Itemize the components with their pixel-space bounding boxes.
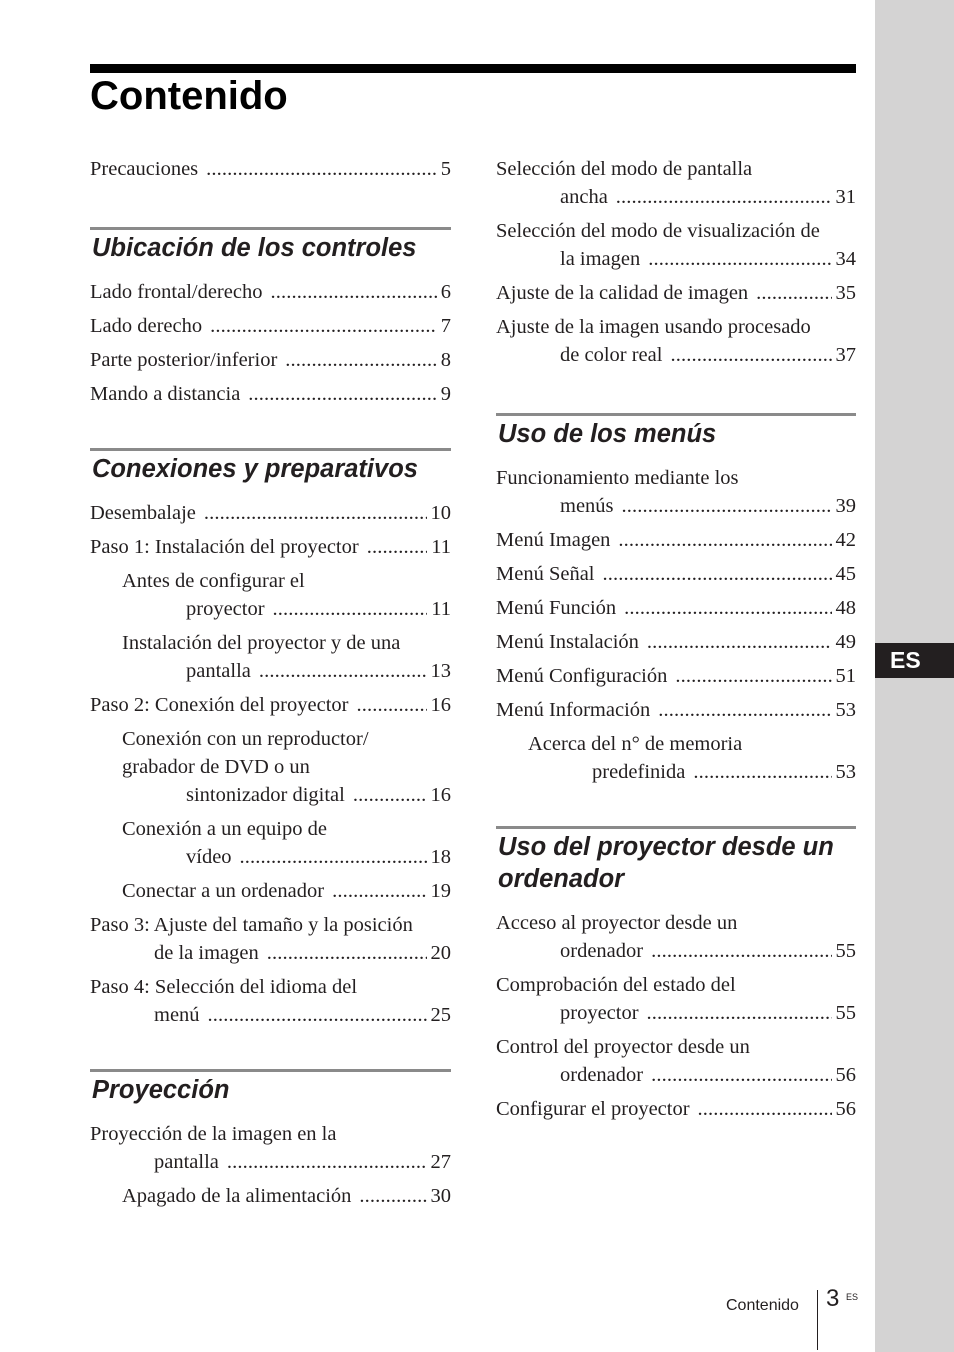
toc-entry-label: Precauciones (90, 158, 199, 180)
dot-leader (273, 595, 428, 623)
footer-divider (817, 1290, 818, 1350)
dot-leader (259, 657, 427, 685)
toc-entry-line (90, 499, 451, 527)
toc-page-number: 34 (835, 248, 856, 270)
toc-entry-label: pantalla (186, 660, 251, 682)
dot-leader (648, 245, 831, 273)
toc-entry-text: Acerca del n° de memoria (528, 733, 743, 755)
toc-entry[interactable] (90, 278, 451, 306)
toc-entry[interactable] (90, 691, 451, 719)
dot-leader (227, 1148, 427, 1176)
toc-entry[interactable] (496, 971, 856, 1027)
toc-entry-label: Menú Instalación (496, 631, 639, 653)
toc-page-number: 7 (440, 315, 451, 337)
toc-entry-label: menú (154, 1004, 200, 1026)
dot-leader (267, 939, 427, 967)
toc-entry-text: Paso 4: Selección del idioma del (90, 976, 358, 998)
toc-page-number: 42 (835, 529, 856, 551)
toc-entry[interactable] (496, 217, 856, 273)
toc-entry-label: Apagado de la alimentación (122, 1185, 352, 1207)
toc-entry-line (122, 843, 451, 871)
toc-entry-label: vídeo (186, 846, 232, 868)
toc-entry-label: proyector (186, 598, 265, 620)
toc-page-number: 49 (835, 631, 856, 653)
dot-leader (658, 696, 831, 724)
toc-entry[interactable] (90, 877, 451, 905)
toc-entry-label: de color real (560, 344, 663, 366)
toc-entry-line (122, 1182, 451, 1210)
toc-entry-label: Parte posterior/inferior (90, 349, 278, 371)
page-title: Contenido (90, 74, 288, 118)
toc-page-number: 55 (835, 940, 856, 962)
toc-entry-text: Selección del modo de visualización de (496, 220, 820, 242)
toc-entry[interactable] (496, 560, 856, 588)
toc-entry-label: Menú Información (496, 699, 651, 721)
footer-section-label: Contenido (726, 1297, 799, 1314)
toc-entry-line (90, 533, 451, 561)
toc-entry-line (90, 312, 451, 340)
section-heading-block (90, 227, 451, 264)
toc-entry[interactable] (496, 628, 856, 656)
toc-entry-text: Conexión a un equipo de (122, 818, 327, 840)
toc-page-number: 51 (835, 665, 856, 687)
toc-entry-label: de la imagen (154, 942, 259, 964)
toc-entry[interactable] (90, 346, 451, 374)
toc-entry-line (496, 560, 856, 588)
dot-leader (603, 560, 832, 588)
toc-entry-line (496, 999, 856, 1027)
toc-entry-line (496, 183, 856, 211)
section-heading: Proyección (92, 1076, 230, 1104)
toc-entry-label: ordenador (560, 940, 644, 962)
toc-page-number: 13 (430, 660, 451, 682)
toc-entry[interactable] (496, 1095, 856, 1123)
dot-leader (353, 781, 427, 809)
toc-page-number: 48 (835, 597, 856, 619)
toc-entry[interactable] (496, 662, 856, 690)
toc-entry-line (496, 1095, 856, 1123)
dot-leader (240, 843, 427, 871)
toc-entry[interactable] (496, 730, 856, 786)
toc-page-number: 9 (440, 383, 451, 405)
toc-entry[interactable] (90, 312, 451, 340)
toc-entry-label: proyector (560, 1002, 639, 1024)
dot-leader (208, 1001, 427, 1029)
toc-entry-label: Conectar a un ordenador (122, 880, 325, 902)
toc-entry[interactable] (90, 629, 451, 685)
toc-entry-line (496, 526, 856, 554)
toc-entry-text: Selección del modo de pantalla (496, 158, 753, 180)
dot-leader (670, 341, 831, 369)
section-heading: Uso de los menús (498, 420, 717, 448)
dot-leader (367, 533, 428, 561)
toc-entry[interactable] (90, 155, 451, 183)
toc-page-number: 27 (430, 1151, 451, 1173)
toc-page-number: 8 (440, 349, 451, 371)
toc-entry-label: Menú Función (496, 597, 617, 619)
section-heading-block (90, 448, 451, 485)
dot-leader (651, 1061, 831, 1089)
toc-entry-line (122, 877, 451, 905)
dot-leader (756, 279, 831, 307)
toc-entry-line (90, 1148, 451, 1176)
toc-entry-text: Control del proyector desde un (496, 1036, 750, 1058)
toc-entry-label: Lado derecho (90, 315, 203, 337)
language-tab-label: ES (890, 647, 921, 673)
toc-entry[interactable] (496, 155, 856, 211)
toc-entry[interactable] (90, 725, 451, 809)
toc-entry[interactable] (90, 499, 451, 527)
toc-page-number: 31 (835, 186, 856, 208)
section-heading: Uso del proyector desde un ordenador (498, 833, 834, 893)
toc-entry-label: Mando a distancia (90, 383, 241, 405)
toc-page-number: 30 (430, 1185, 451, 1207)
toc-entry-label: menús (560, 495, 614, 517)
toc-entry-line (90, 278, 451, 306)
toc-entry[interactable] (90, 1120, 451, 1176)
toc-page-number: 18 (430, 846, 451, 868)
toc-entry-line (496, 492, 856, 520)
toc-entry-line (122, 657, 451, 685)
toc-entry-line (90, 691, 451, 719)
toc-entry-text: Proyección de la imagen en la (90, 1123, 337, 1145)
toc-entry-label: pantalla (154, 1151, 219, 1173)
page-number: 3 (826, 1285, 840, 1312)
toc-page-number: 56 (835, 1064, 856, 1086)
dot-leader (270, 278, 436, 306)
toc-page-number: 16 (430, 784, 451, 806)
toc-entry-text: Ajuste de la imagen usando procesado (496, 316, 811, 338)
toc-entry-text: Conexión con un reproductor/ (122, 728, 369, 750)
toc-entry-line (90, 346, 451, 374)
section-heading-block (90, 1069, 451, 1106)
toc-page-number: 25 (430, 1004, 451, 1026)
toc-entry-label: Menú Configuración (496, 665, 668, 687)
toc-entry-label: ancha (560, 186, 608, 208)
toc-entry-line (90, 380, 451, 408)
toc-entry[interactable] (496, 313, 856, 369)
toc-entry-label: Desembalaje (90, 502, 196, 524)
toc-page-number: 55 (835, 1002, 856, 1024)
dot-leader (622, 492, 832, 520)
toc-entry-line (496, 245, 856, 273)
toc-entry-line (496, 341, 856, 369)
page-number-suffix: ES (846, 1292, 859, 1302)
dot-leader (647, 628, 832, 656)
toc-page-number: 11 (431, 536, 451, 558)
dot-leader (332, 877, 426, 905)
toc-entry[interactable] (496, 1033, 856, 1089)
dot-leader (675, 662, 831, 690)
toc-entry[interactable] (90, 380, 451, 408)
section-heading: Ubicación de los controles (92, 234, 417, 262)
toc-entry[interactable] (90, 1182, 451, 1210)
toc-entry-line (122, 781, 451, 809)
dot-leader (285, 346, 436, 374)
toc-entry-line (496, 662, 856, 690)
toc-entry-line (528, 758, 856, 786)
toc-page-number: 16 (430, 694, 451, 716)
toc-page-number: 53 (835, 761, 856, 783)
toc-page-number: 19 (430, 880, 451, 902)
dot-leader (693, 758, 831, 786)
dot-leader (618, 526, 831, 554)
toc-entry-label: ordenador (560, 1064, 644, 1086)
toc-page-number: 53 (835, 699, 856, 721)
toc-page-number: 5 (440, 158, 451, 180)
toc-entry-line (90, 939, 451, 967)
toc-entry-line (496, 937, 856, 965)
toc-entry[interactable] (90, 815, 451, 871)
toc-page-number: 45 (835, 563, 856, 585)
toc-page-number: 10 (430, 502, 451, 524)
toc-entry-text: Paso 3: Ajuste del tamaño y la posición (90, 914, 413, 936)
toc-entry-label: la imagen (560, 248, 641, 270)
dot-leader (616, 183, 832, 211)
toc-entry-line (496, 594, 856, 622)
toc-entry[interactable] (496, 909, 856, 965)
section-heading-block (496, 413, 856, 450)
toc-entry[interactable] (90, 973, 451, 1029)
toc-entry-text: Funcionamiento mediante los (496, 467, 739, 489)
toc-entry-line (496, 279, 856, 307)
dot-leader (248, 380, 436, 408)
toc-entry[interactable] (496, 696, 856, 724)
dot-leader (359, 1182, 426, 1210)
toc-entry-text: Acceso al proyector desde un (496, 912, 738, 934)
language-tab (875, 643, 954, 678)
toc-page-number: 6 (440, 281, 451, 303)
toc-entry[interactable] (90, 911, 451, 967)
toc-entry[interactable] (90, 533, 451, 561)
toc-entry-line (496, 696, 856, 724)
toc-entry-text: Antes de configurar el (122, 570, 305, 592)
toc-entry-line (90, 1001, 451, 1029)
toc-entry-label: predefinida (592, 761, 686, 783)
section-heading-block (496, 826, 856, 895)
toc-page-number: 35 (835, 282, 856, 304)
toc-entry-line (496, 1061, 856, 1089)
toc-entry[interactable] (496, 594, 856, 622)
toc-entry-label: Paso 2: Conexión del proyector (90, 694, 349, 716)
toc-entry-label: sintonizador digital (186, 784, 345, 806)
toc-page-number: 56 (835, 1098, 856, 1120)
dot-leader (698, 1095, 832, 1123)
toc-page-number: 20 (430, 942, 451, 964)
toc-entry-line (90, 155, 451, 183)
dot-leader (356, 691, 426, 719)
toc-page-number: 39 (835, 495, 856, 517)
dot-leader (624, 594, 831, 622)
toc-entry-label: Menú Señal (496, 563, 595, 585)
section-heading: Conexiones y preparativos (92, 455, 418, 483)
toc-left-column (90, 155, 451, 1216)
dot-leader (651, 937, 831, 965)
dot-leader (204, 499, 427, 527)
toc-entry[interactable] (90, 567, 451, 623)
toc-entry-line (496, 628, 856, 656)
toc-entry-label: Ajuste de la calidad de imagen (496, 282, 749, 304)
toc-entry-line (122, 595, 451, 623)
toc-entry-label: Paso 1: Instalación del proyector (90, 536, 359, 558)
toc-entry-text: Comprobación del estado del (496, 974, 736, 996)
toc-entry[interactable] (496, 279, 856, 307)
dot-leader (210, 312, 437, 340)
toc-right-column (496, 155, 856, 1129)
toc-page-number: 37 (835, 344, 856, 366)
toc-entry-label: Configurar el proyector (496, 1098, 690, 1120)
toc-entry-label: Menú Imagen (496, 529, 611, 551)
toc-entry-label: Lado frontal/derecho (90, 281, 263, 303)
dot-leader (206, 155, 437, 183)
toc-page-number: 11 (431, 598, 451, 620)
toc-entry[interactable] (496, 526, 856, 554)
toc-entry[interactable] (496, 464, 856, 520)
toc-entry-text: grabador de DVD o un (122, 756, 310, 778)
dot-leader (647, 999, 832, 1027)
toc-entry-text: Instalación del proyector y de una (122, 632, 401, 654)
